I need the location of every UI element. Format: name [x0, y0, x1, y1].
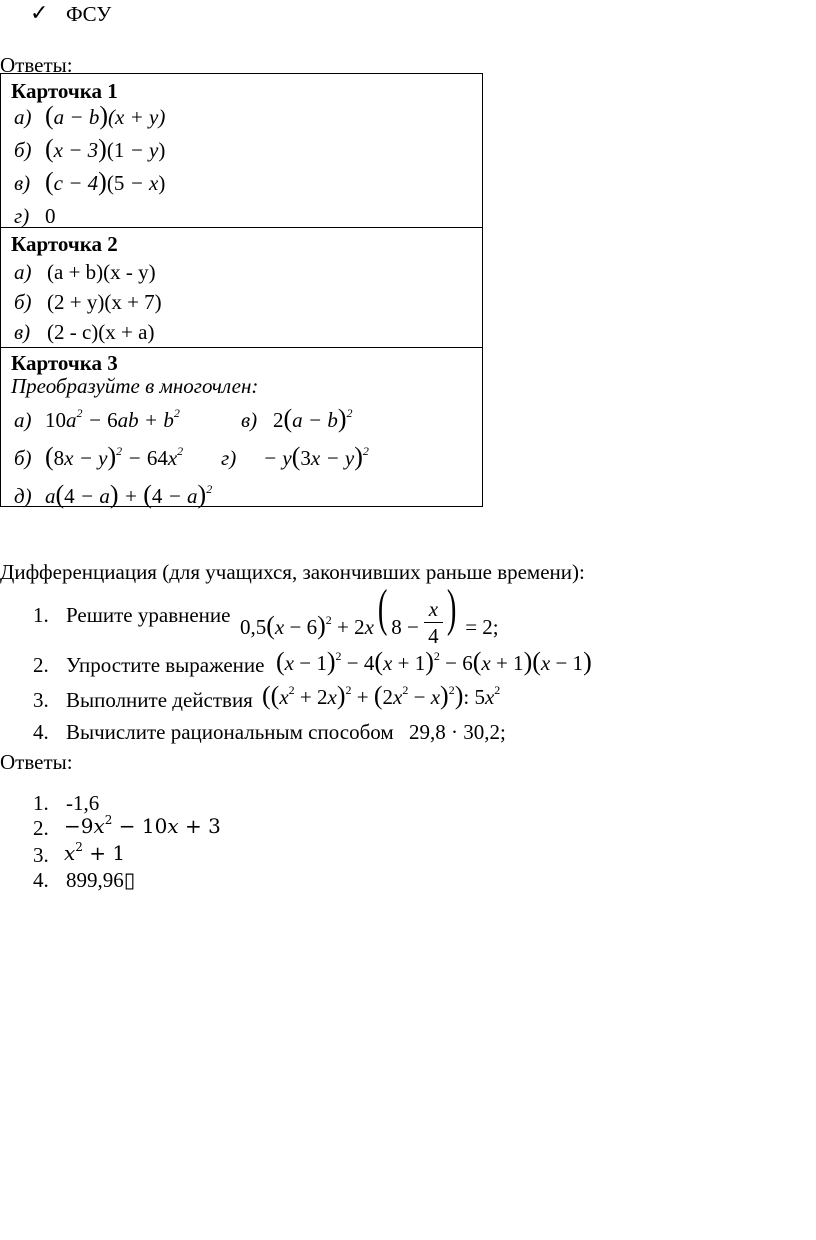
- answer2-expression: $-9x^2 - 10x + 3$: [64, 813, 221, 838]
- final-answers-heading: Ответы:: [0, 750, 73, 774]
- item-label: г): [14, 204, 30, 228]
- item-label: б): [14, 446, 32, 470]
- row-divider: [1, 227, 482, 228]
- card3-expr-d: $a(4 - a) + (4 - a)^2$: [45, 480, 213, 509]
- card-title: Карточка 3: [11, 351, 118, 375]
- card3-expr-g: − $y(3x - y)^2$: [263, 442, 369, 471]
- row-divider: [1, 347, 482, 348]
- task2-expression: $(x - 1)^2 - 4(x + 1)^2 - 6(x + 1)(x - 1)$: [276, 647, 592, 676]
- task-text: Решите уравнение: [66, 603, 231, 627]
- answer-value: 899,96▯: [66, 868, 136, 892]
- item-label: в): [14, 320, 31, 344]
- header-title: ФСУ: [66, 2, 112, 26]
- answers-heading: Ответы:: [0, 53, 73, 77]
- item-label: в): [14, 171, 31, 195]
- answer-number: 3.: [33, 843, 49, 867]
- item-label: г): [221, 446, 237, 470]
- answer-value: -1,6: [66, 791, 100, 815]
- task3-expression: $((x^2 + 2x)^2 + (2x^2 - x)^2)$: $5x^2$: [262, 681, 501, 710]
- item-label: а): [14, 408, 32, 432]
- item-label: а): [14, 260, 32, 284]
- card3-instruction: Преобразуйте в многочлен:: [11, 374, 259, 398]
- card3-expr-v: $2(a - b)^2$: [273, 404, 353, 433]
- answers-table: [0, 73, 483, 507]
- item-label: в): [241, 408, 258, 432]
- answer-number: 2.: [33, 816, 49, 840]
- answer-number: 1.: [33, 791, 49, 815]
- task1-equation: $0,5(x - 6)^2 + 2x$( 8 − $\frac{x}{4}$ ) = 2;: [240, 579, 499, 648]
- item-label: б): [14, 138, 32, 162]
- card2-expr-c: (2 - c)(x + a): [47, 320, 155, 344]
- task-text: Вычислите рациональным способом: [66, 720, 394, 744]
- answer-number: 4.: [33, 868, 49, 892]
- task-number: 3.: [33, 688, 49, 712]
- card3-expr-b: $(8x - y)^2 - 64x^2$: [45, 442, 184, 471]
- item-label: д): [14, 484, 32, 508]
- card1-expr-b: (x − 3)(1 − y): [45, 134, 166, 163]
- task4-expression: 29,8 · 30,2;: [409, 720, 506, 744]
- card1-expr-d: 0: [45, 204, 56, 228]
- card2-expr-a: (a + b)(x - y): [47, 260, 156, 284]
- card1-expr-a: (a − b)(x + y): [45, 101, 166, 130]
- card-title: Карточка 2: [11, 232, 118, 256]
- item-label: б): [14, 290, 32, 314]
- answer3-expression: $x^2 + 1$: [64, 840, 126, 865]
- item-label: а): [14, 105, 32, 129]
- card3-expr-a: $10a^2 - 6ab + b^2$: [45, 406, 180, 432]
- task-text: Выполните действия: [66, 688, 253, 712]
- card1-expr-c: (c − 4)(5 − x): [45, 167, 166, 196]
- task-number: 2.: [33, 653, 49, 677]
- differentiation-heading: Дифференциация (для учащихся, закончивших раньше времени):: [0, 560, 585, 584]
- check-icon: ✓: [30, 0, 49, 25]
- card-title: Карточка 1: [11, 79, 118, 103]
- card2-expr-b: (2 + y)(x + 7): [47, 290, 162, 314]
- task-text: Упростите выражение: [66, 653, 265, 677]
- task-number: 4.: [33, 720, 49, 744]
- task-number: 1.: [33, 603, 49, 627]
